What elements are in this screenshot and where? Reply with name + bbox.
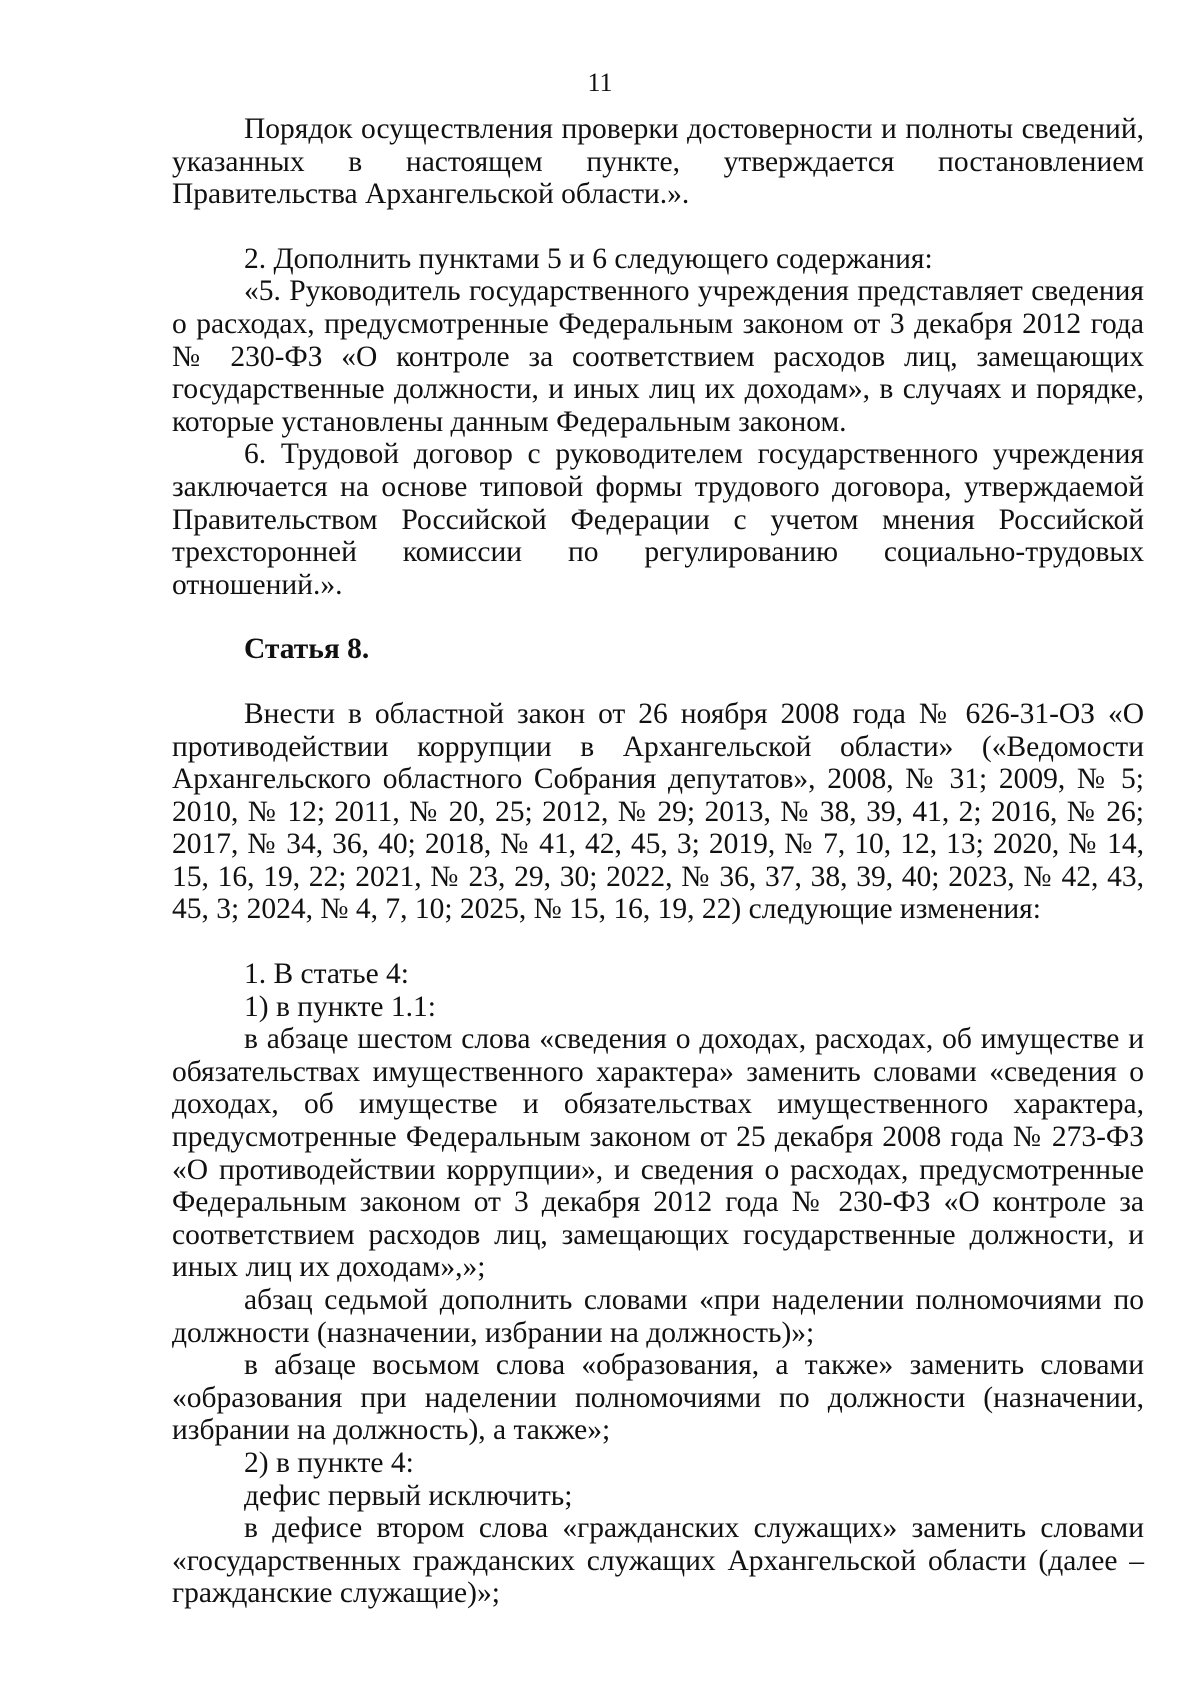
paragraph: в абзаце шестом слова «сведения о доходах, расходах, об имуществе и обязательствах имущественного характера» заменить словами «сведения о доходах, об имуществе и обязательствах имущественного характера, предусмотренные Федеральным законом от 25 декабря 2008 года № 273-ФЗ «О противодействии коррупции», и сведения о расходах, предусмотренные Федеральным законом от 3 декабря 2012 года № 230-ФЗ «О контроле за соответствием расходов лиц, замещающих государственные должности, и иных лиц их доходам»,»; — [172, 1023, 1144, 1284]
paragraph: 6. Трудовой договор с руководителем государственного учреждения заключается на основе типовой формы трудового договора, утверждаемой Правительством Российской Федерации с учетом мнения Российской трехсторонней комиссии по регулированию социально-трудовых отношений.». — [172, 438, 1144, 601]
paragraph: 1) в пункте 1.1: — [244, 990, 436, 1023]
paragraph-gap — [172, 211, 1144, 243]
paragraph: в абзаце восьмом слова «образования, а также» заменить словами «образования при наделении полномочиями по должности (назначении, избрании на должность), а также»; — [172, 1349, 1144, 1447]
paragraph: Внести в областной закон от 26 ноября 2008 года № 626-31-ОЗ «О противодействии коррупции в Архангельской области» («Ведомости Архангельского областного Собрания депутатов», 2008, № 31; 2009, № 5; 2010, № 12; 2011, № 20, 25; 2012, № 29; 2013, № 38, 39, 41, 2; 2016, № 26; 2017, № 34, 36, 40; 2018, № 41, 42, 45, 3; 2019, № 7, 10, 12, 13; 2020, № 14, 15, 16, 19, 22; 2021, № 23, 29, 30; 2022, № 36, 37, 38, 39, 40; 2023, № 42, 43, 45, 3; 2024, № 4, 7, 10; 2025, № 15, 16, 19, 22) следующие изменения: — [172, 697, 1144, 926]
paragraph: дефис первый исключить; — [244, 1479, 573, 1512]
paragraph: в дефисе втором слова «гражданских служащих» заменить словами «государственных гражданских служащих Архангельской области (далее – гражданские служащие)»; — [172, 1512, 1144, 1610]
paragraph-gap — [172, 601, 1144, 633]
document-body — [172, 113, 1144, 1610]
paragraph-gap — [172, 926, 1144, 958]
paragraph: Порядок осуществления проверки достоверности и полноты сведений, указанных в настоящем пункте, утверждается постановлением Правительства Архангельской области.». — [172, 113, 1144, 211]
paragraph: 1. В статье 4: — [244, 958, 409, 991]
article-heading: Статья 8. — [244, 633, 370, 666]
paragraph: «5. Руководитель государственного учреждения представляет сведения о расходах, предусмотренные Федеральным законом от 3 декабря 2012 года № 230-ФЗ «О контроле за соответствием расходов лиц, замещающих государственные должности, и иных лиц их доходам», в случаях и порядке, которые установлены данным Федеральным законом. — [172, 275, 1144, 438]
page-number: 11 — [587, 68, 613, 97]
paragraph: абзац седьмой дополнить словами «при наделении полномочиями по должности (назначении, избрании на должность)»; — [172, 1284, 1144, 1349]
paragraph: 2. Дополнить пунктами 5 и 6 следующего содержания: — [244, 242, 933, 275]
paragraph-gap — [172, 666, 1144, 698]
paragraph: 2) в пункте 4: — [244, 1446, 414, 1479]
